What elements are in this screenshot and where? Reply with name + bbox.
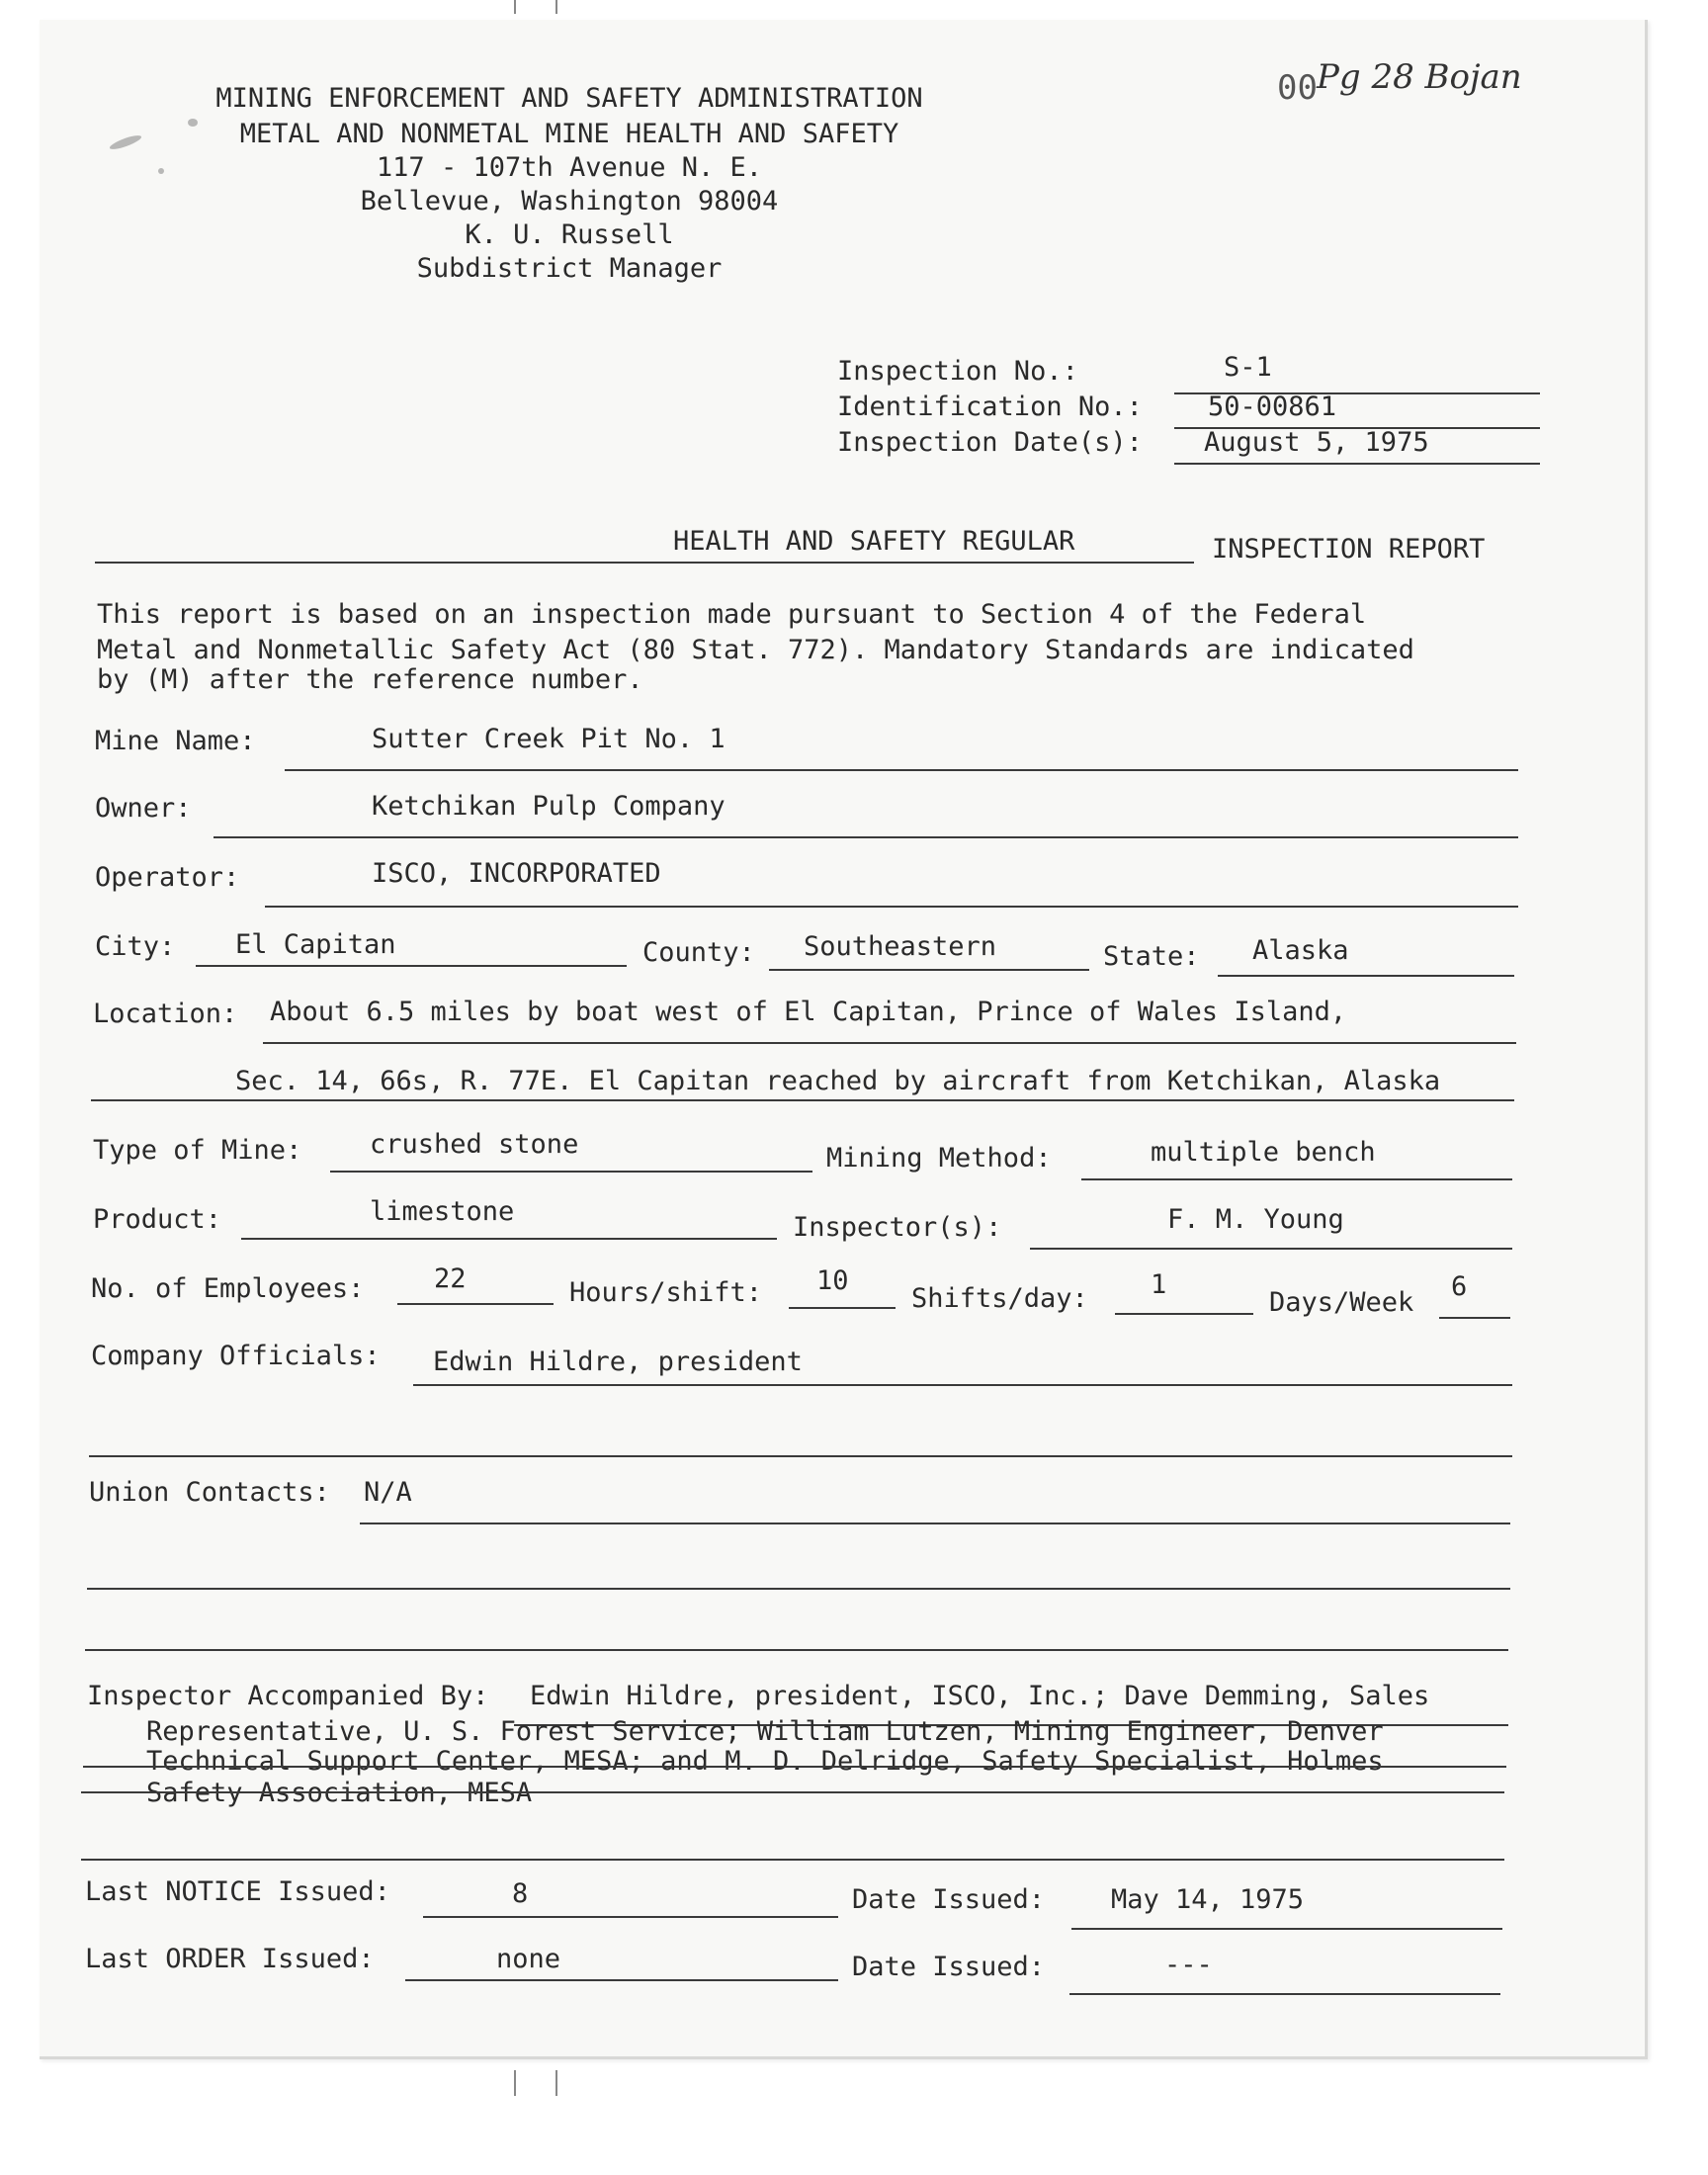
- officials-line-2: [89, 1455, 1512, 1457]
- order-date-value: ---: [1164, 1950, 1213, 1980]
- union-line: [360, 1522, 1510, 1524]
- accompanied-line-1: Edwin Hildre, president, ISCO, Inc.; Dave Demming, Sales: [530, 1681, 1430, 1711]
- identification-no-value: 50-00861: [1208, 392, 1337, 422]
- notice-date-line: [1071, 1928, 1502, 1930]
- days-label: Days/Week: [1269, 1287, 1414, 1318]
- officials-label: Company Officials:: [91, 1341, 381, 1371]
- order-date-label: Date Issued:: [852, 1952, 1046, 1982]
- agency-city: Bellevue, Washington 98004: [360, 186, 779, 217]
- accompanied-rule-4: [81, 1859, 1504, 1861]
- inspection-dates-line: [1174, 463, 1540, 465]
- accompanied-line-2: Representative, U. S. Forest Service; William Lutzen, Mining Engineer, Denver: [146, 1716, 1384, 1747]
- employees-label: No. of Employees:: [91, 1273, 365, 1304]
- shifts-label: Shifts/day:: [911, 1283, 1088, 1314]
- report-title: INSPECTION REPORT: [1212, 534, 1486, 565]
- union-line-3: [85, 1649, 1508, 1651]
- location-rule-2: [91, 1099, 1514, 1101]
- union-line-2: [87, 1588, 1510, 1590]
- hours-label: Hours/shift:: [569, 1277, 763, 1308]
- state-label: State:: [1103, 941, 1200, 972]
- officials-value: Edwin Hildre, president: [433, 1347, 803, 1377]
- order-date-line: [1069, 1993, 1500, 1995]
- days-value: 6: [1451, 1271, 1468, 1302]
- inspection-no-value: S-1: [1224, 352, 1272, 383]
- employees-line: [397, 1303, 554, 1305]
- officials-line: [413, 1384, 1512, 1386]
- intro-line-1: This report is based on an inspection made pursuant to Section 4 of the Federal: [97, 599, 1367, 630]
- product-label: Product:: [93, 1204, 222, 1235]
- division-name: METAL AND NONMETAL MINE HEALTH AND SAFETY: [239, 119, 899, 149]
- employees-value: 22: [434, 1263, 467, 1294]
- operator-label: Operator:: [95, 862, 240, 893]
- mining-method-label: Mining Method:: [826, 1143, 1052, 1174]
- owner-value: Ketchikan Pulp Company: [372, 791, 726, 822]
- accompanied-line-3: Technical Support Center, MESA; and M. D. Delridge, Safety Specialist, Holmes: [146, 1746, 1384, 1777]
- identification-no-label: Identification No.:: [837, 392, 1143, 422]
- location-line-1: About 6.5 miles by boat west of El Capitan, Prince of Wales Island,: [270, 997, 1347, 1027]
- inspection-dates-label: Inspection Date(s):: [837, 427, 1143, 458]
- agency-street: 117 - 107th Avenue N. E.: [376, 152, 763, 183]
- accompanied-label: Inspector Accompanied By:: [87, 1681, 489, 1711]
- operator-value: ISCO, INCORPORATED: [372, 858, 661, 889]
- manager-title: Subdistrict Manager: [416, 253, 723, 284]
- inspection-dates-value: August 5, 1975: [1204, 427, 1429, 458]
- mine-name-value: Sutter Creek Pit No. 1: [372, 724, 726, 754]
- corner-handwriting: Pg 28 Bojan: [1317, 57, 1522, 97]
- location-rule-1: [263, 1042, 1516, 1044]
- inspectors-line: [1030, 1248, 1512, 1250]
- county-line: [769, 969, 1089, 971]
- binder-hole-bottom: [514, 2070, 557, 2096]
- operator-line: [265, 906, 1518, 908]
- shifts-line: [1115, 1313, 1253, 1315]
- product-value: limestone: [370, 1196, 515, 1227]
- inspection-no-label: Inspection No.:: [837, 356, 1078, 387]
- days-line: [1439, 1317, 1510, 1319]
- type-of-mine-line: [330, 1171, 812, 1173]
- state-line: [1218, 975, 1514, 977]
- notice-line: [423, 1916, 838, 1918]
- notice-label: Last NOTICE Issued:: [85, 1876, 390, 1907]
- shifts-value: 1: [1151, 1269, 1167, 1300]
- county-label: County:: [642, 937, 755, 968]
- county-value: Southeastern: [804, 931, 997, 962]
- state-value: Alaska: [1252, 935, 1349, 966]
- mining-method-line: [1081, 1178, 1512, 1180]
- inspectors-label: Inspector(s):: [793, 1212, 1002, 1243]
- accompanied-line-4: Safety Association, MESA: [146, 1778, 533, 1808]
- intro-line-2: Metal and Nonmetallic Safety Act (80 Stat. 772). Mandatory Standards are indicated: [97, 635, 1414, 665]
- city-line: [196, 965, 627, 967]
- location-line-2: Sec. 14, 66s, R. 77E. El Capitan reached by aircraft from Ketchikan, Alaska: [235, 1066, 1441, 1096]
- order-value: none: [496, 1944, 561, 1974]
- notice-date-label: Date Issued:: [852, 1884, 1046, 1915]
- union-label: Union Contacts:: [89, 1477, 330, 1508]
- order-label: Last ORDER Issued:: [85, 1944, 375, 1974]
- accompanied-rule-3: [81, 1791, 1504, 1793]
- intro-line-3: by (M) after the reference number.: [97, 664, 643, 695]
- mine-name-line: [285, 769, 1518, 771]
- owner-label: Owner:: [95, 793, 192, 824]
- report-type: HEALTH AND SAFETY REGULAR: [673, 526, 1075, 557]
- mine-name-label: Mine Name:: [95, 726, 256, 756]
- city-label: City:: [95, 931, 176, 962]
- city-value: El Capitan: [235, 929, 396, 960]
- binder-hole-top: [514, 0, 557, 14]
- notice-date-value: May 14, 1975: [1111, 1884, 1305, 1915]
- hours-line: [789, 1307, 896, 1309]
- agency-name: MINING ENFORCEMENT AND SAFETY ADMINISTRATION: [215, 83, 923, 114]
- type-of-mine-value: crushed stone: [370, 1129, 579, 1160]
- type-of-mine-label: Type of Mine:: [93, 1135, 302, 1166]
- corner-stamp-number: 00: [1277, 68, 1318, 108]
- notice-value: 8: [512, 1878, 529, 1909]
- union-value: N/A: [364, 1477, 412, 1508]
- inspectors-value: F. M. Young: [1167, 1204, 1344, 1235]
- product-line: [241, 1238, 777, 1240]
- report-type-line: [95, 562, 1194, 564]
- order-line: [405, 1979, 838, 1981]
- hours-value: 10: [816, 1265, 849, 1296]
- manager-name: K. U. Russell: [465, 219, 674, 250]
- location-label: Location:: [93, 999, 238, 1029]
- accompanied-rule-2: [83, 1766, 1506, 1768]
- mining-method-value: multiple bench: [1151, 1137, 1376, 1168]
- owner-line: [214, 836, 1518, 838]
